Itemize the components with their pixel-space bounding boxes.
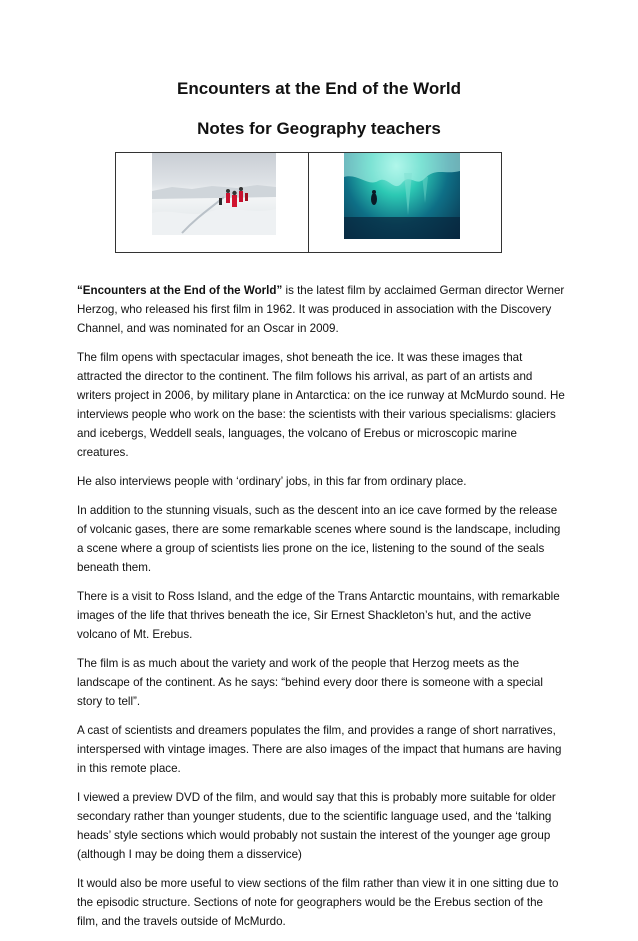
intro-paragraph xyxy=(77,281,567,338)
paragraph: There is a visit to Ross Island, and the edge of the Trans Antarctic mountains, with remarkable images of the life that thrives beneath the ice, Sir Ernest Shackleton’s hut, and the active volcano of Mt. Erebus. xyxy=(77,590,560,641)
paragraph: The film opens with spectacular images, shot beneath the ice. It was these images that attracted the director to the continent. The film follows his arrival, as part of an artists and writers project in 2006, by military plane in Antarctica: on the ice runway at McMurdo sound. He interviews people who work on the base: the scientists with their various specialisms: glaciers and icebergs, Weddell seals, languages, the volcano of Erebus or microscopic marine creatures. xyxy=(77,351,565,459)
image-table xyxy=(115,152,502,253)
paragraph: It would also be more useful to view sections of the film rather than view it in one sitting due to the episodic structure. Sections of note for geographers would be the Erebus section of the film, and the travels outside of McMurdo. xyxy=(77,877,559,928)
page-subtitle: Notes for Geography teachers xyxy=(197,119,441,138)
paragraph: The film is as much about the variety and work of the people that Herzog meets as the landscape of the continent. As he says: “behind every door there is someone with a special story to tell”. xyxy=(77,657,543,708)
paragraph: In addition to the stunning visuals, such as the descent into an ice cave formed by the release of volcanic gases, there are some remarkable scenes where sound is the landscape, including a scene where a group of scientists lies prone on the ice, listening to the sound of the seals beneath them. xyxy=(77,504,561,574)
article-body xyxy=(77,281,567,941)
page-title: Encounters at the End of the World xyxy=(177,79,461,98)
image-cell-right xyxy=(308,153,501,252)
paragraph: I viewed a preview DVD of the film, and would say that this is probably more suitable for older secondary rather than younger students, due to the scientific language used, and the ‘talking heads’ style sections which would probably not sustain the interest of the younger age group (although I may be doing them a disservice) xyxy=(77,791,556,861)
paragraph: A cast of scientists and dreamers populates the film, and provides a range of short narratives, interspersed with vintage images. There are also images of the impact that humans are having in this remote place. xyxy=(77,724,562,775)
film-title-inline: “Encounters at the End of the World” xyxy=(77,284,283,297)
paragraph: He also interviews people with ‘ordinary’ jobs, in this far from ordinary place. xyxy=(77,475,467,488)
intro-text: is the latest film by acclaimed German director Werner Herzog, who released his first film in 1962. It was produced in association with the Discovery Channel, and was nominated for an Oscar in 2009. xyxy=(77,284,565,335)
image-cell-left xyxy=(116,153,308,252)
antarctic-trek-photo xyxy=(152,153,276,235)
under-ice-diver-photo xyxy=(344,153,460,239)
